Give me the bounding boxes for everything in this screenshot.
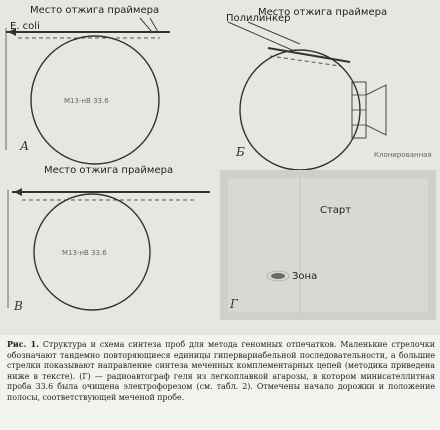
panel-g-gel: [220, 170, 436, 320]
panel-a-letter: А: [20, 139, 30, 153]
panel-b-insert-label: Клонированная: [374, 151, 432, 159]
panel-b-diagram: [228, 22, 386, 170]
panel-a-diagram: [6, 18, 170, 164]
panel-g-letter: Г: [230, 297, 238, 311]
panel-v-letter: В: [14, 299, 23, 313]
caption-body: Маленькие стрелочки обозначают тандемно повторяющиеся единицы гипервариабельной последовательности, а большие стрелки показывают направление синтеза меченных комплементарных цепей (методика приведена ниже в тексте). (Г) — радиоавтограф геля из легкоплавкой агарозы, в котором минисателлитная проба 33.6 была очищена электрофорезом (см. табл. 2). Отмечены начало дорожки и положение полосы, соответствующей меченой пробе.: [7, 340, 435, 402]
caption-title: Структура и схема синтеза проб для метода геномных отпечатков.: [42, 340, 337, 349]
panel-v-plasmid-label: M13-нВ 33.6: [62, 249, 107, 257]
panel-b-letter: Б: [236, 145, 245, 159]
panel-b-primer-site-label: Место отжига праймера: [258, 7, 388, 18]
panel-a-primer-site-label: Место отжига праймера: [30, 5, 160, 16]
panel-a-plasmid-label: M13-нВ 33.6: [64, 97, 109, 105]
figure-caption: [7, 340, 435, 404]
panel-b-polylinker-label: Полилинкер: [226, 13, 291, 24]
panel-v-primer-site-label: Место отжига праймера: [44, 165, 174, 176]
caption-figure-number: Рис. 1.: [7, 340, 39, 349]
panel-a-ecoli-label: E. coli: [10, 21, 40, 32]
panel-g-zone-label: Зона: [292, 271, 318, 282]
panel-v-diagram: [8, 188, 210, 313]
panel-g-start-label: Старт: [320, 205, 352, 216]
